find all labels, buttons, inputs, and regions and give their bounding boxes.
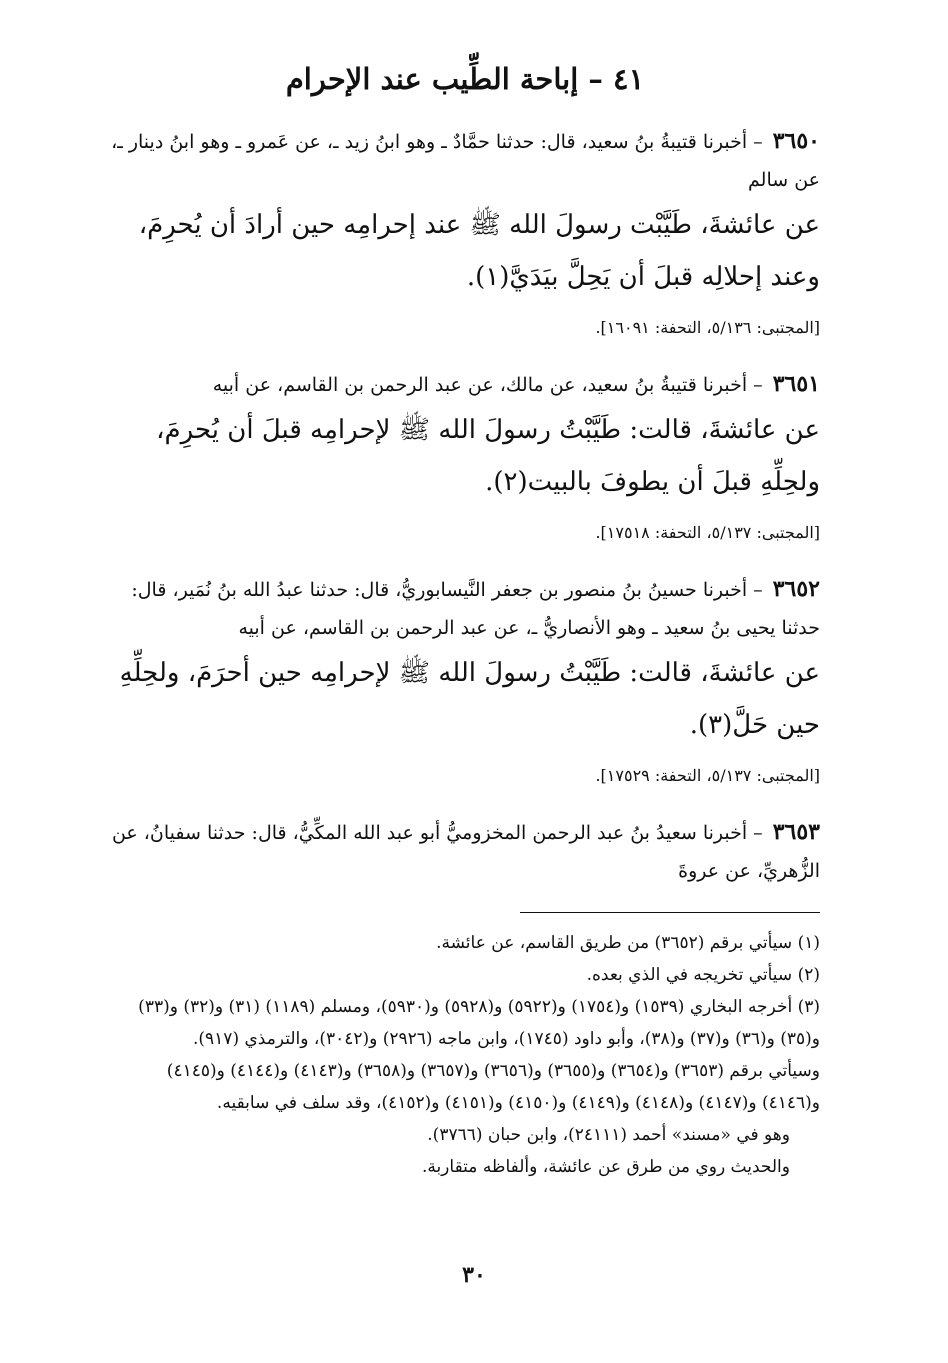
reference: [المجتبى: ٥/١٣٦، التحفة: ١٦٠٩١]. [595, 318, 820, 337]
footnote-3-note: والحديث روي من طرق عن عائشة، وألفاظه متقاربة. [421, 1157, 790, 1177]
isnad [110, 122, 820, 199]
isnad-text: – أخبرنا قتيبةُ بنُ سعيد، عن مالك، عن عبد الرحمن بن القاسم، عن أبيه [212, 374, 763, 396]
footnote-2: (٢) سيأتي تخريجه في الذي بعده. [586, 965, 820, 985]
hadith-3653 [110, 813, 820, 890]
reference: [المجتبى: ٥/١٣٧، التحفة: ١٧٥١٨]. [595, 523, 820, 542]
isnad [110, 365, 820, 404]
footnotes [110, 927, 820, 1183]
isnad [110, 570, 820, 647]
hadith-number: ٣٦٥٣ [772, 819, 820, 845]
footnote-1: (١) سيأتي برقم (٣٦٥٢) من طريق القاسم، عن عائشة. [436, 933, 820, 953]
matn-text: عن عائشةَ، طَيَّبْت رسولَ الله ﷺ عند إحرامِه حين أرادَ أن يُحرِمَ، وعند إحلالِه قبلَ أن يَحِلَّ بيَدَيَّ(١). [138, 210, 820, 292]
isnad-text: – أخبرنا قتيبةُ بنُ سعيد، قال: حدثنا حمَّادٌ ـ وهو ابنُ زيد ـ، عن عَمرو ـ وهو ابنُ دينار ـ، عن سالم [111, 131, 820, 191]
page-number: ٣٠ [462, 1262, 486, 1288]
isnad-text: – أخبرنا حسينُ بنُ منصور بن جعفر النَّيسابوريُّ، قال: حدثنا عبدُ الله بنُ نُمَير، قال: حدثنا يحيى بنُ سعيد ـ وهو الأنصاريُّ ـ، عن عبد الرحمن بن القاسم، عن أبيه [131, 579, 820, 639]
reference: [المجتبى: ٥/١٣٧، التحفة: ١٧٥٢٩]. [595, 766, 820, 785]
hadith-number: ٣٦٥٠ [772, 128, 820, 154]
hadith-3651 [110, 365, 820, 548]
isnad-text: – أخبرنا سعيدُ بنُ عبد الرحمن المخزوميُّ أبو عبد الله المكِّيُّ، قال: حدثنا سفيانُ، عن الزُّهريِّ، عن عروةَ [111, 822, 820, 882]
hadith-number: ٣٦٥٢ [772, 576, 820, 602]
footnote-3-musnad: وهو في «مسند» أحمد (٢٤١١١)، وابن حبان (٣٧٦٦). [427, 1125, 790, 1145]
isnad [110, 813, 820, 890]
footnote-3-continued: وسيأتي برقم (٣٦٥٣) و(٣٦٥٤) و(٣٦٥٥) و(٣٦٥٦) و(٣٦٥٧) و(٣٦٥٨) و(٤١٤٣) و(٤١٤٤) و(٤١٤٥) و(٤١٤٦) و(٤١٤٧) و(٤١٤٨) و(٤١٤٩) و(٤١٥٠) و(٤١٥١) و(٤١٥٢)، وقد سلف في سابقيه. [166, 1061, 820, 1113]
page-body [110, 40, 820, 1183]
hadith-number: ٣٦٥١ [772, 371, 820, 397]
matn-text: عن عائشةَ، قالت: طَيَّبْتُ رسولَ الله ﷺ لإحرامِه حين أحرَمَ، ولحِلِّهِ حين حَلَّ(٣). [119, 658, 820, 740]
footnote-divider [520, 912, 820, 913]
hadith-3652 [110, 570, 820, 791]
chapter-title: ٤١ – إباحة الطِّيب عند الإحرام [285, 62, 645, 96]
hadith-3650 [110, 122, 820, 343]
matn-text: عن عائشةَ، قالت: طَيَّبْتُ رسولَ الله ﷺ لإحرامِه قبلَ أن يُحرِمَ، ولحِلِّهِ قبلَ أن يطوفَ بالبيت(٢). [156, 415, 820, 497]
footnote-3: (٣) أخرجه البخاري (١٥٣٩) و(١٧٥٤) و(٥٩٢٢) و(٥٩٢٨) و(٥٩٣٠)، ومسلم (١١٨٩) (٣١) و(٣٢) و(٣٣) و(٣٥) و(٣٦) و(٣٧) و(٣٨)، وأبو داود (١٧٤٥)، وابن ماجه (٢٩٢٦) و(٣٠٤٢)، والترمذي (٩١٧). [138, 997, 820, 1049]
